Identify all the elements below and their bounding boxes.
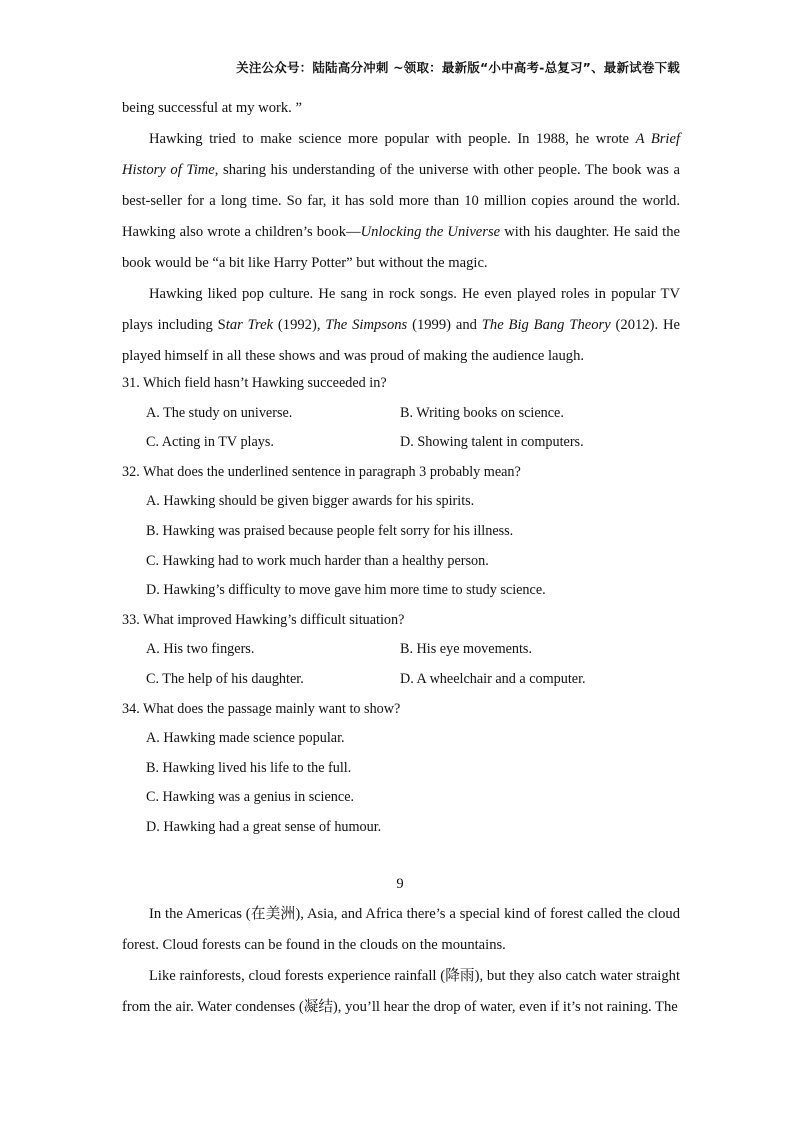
option-c: C. The help of his daughter. xyxy=(146,670,304,687)
option-c: C. Hawking had to work much harder than a healthy person. xyxy=(146,552,489,569)
option-d: D. Hawking had a great sense of humour. xyxy=(146,818,382,835)
question-stem: 32. What does the underlined sentence in paragraph 3 probably mean? xyxy=(122,463,521,480)
option-b: B. Writing books on science. xyxy=(400,404,564,421)
option-a: A. Hawking made science popular. xyxy=(146,730,345,747)
passage-2 xyxy=(122,899,680,1023)
question-stem: 34. What does the passage mainly want to show? xyxy=(122,700,401,717)
paragraph-science-popular: Hawking tried to make science more popular with people. In 1988, he wrote A Brief History of Time, sharing his understanding of the universe with other people. The book was a best-seller for a long time. So far, it has sold more than 10 million copies around the world. Hawking also wrote a children’s book—Unlocking the Universe with his daughter. He said the book would be “a bit like Harry Potter” but without the magic. xyxy=(122,131,680,271)
question-stem: 31. Which field hasn’t Hawking succeeded in? xyxy=(122,375,387,391)
option-d: D. Hawking’s difficulty to move gave him more time to study science. xyxy=(146,582,546,599)
question-stem: 33. What improved Hawking’s difficult situation? xyxy=(122,611,405,628)
question-list xyxy=(122,369,680,843)
option-b: B. Hawking was praised because people felt sorry for his illness. xyxy=(146,522,514,539)
passage-1 xyxy=(122,93,680,372)
book-title: A Brief History of Time xyxy=(122,131,680,178)
option-b: B. His eye movements. xyxy=(400,641,533,658)
option-b: B. Hawking lived his life to the full. xyxy=(146,759,352,776)
option-row xyxy=(122,399,680,429)
paragraph-cloud-forest-rainfall: Like rainforests, cloud forests experience rainfall (降雨), but they also catch water straight from the air. Water condenses (凝结), you’ll hear the drop of water, even if it’s not raining. The xyxy=(122,968,680,1015)
paragraph-continuation: being successful at my work. ” xyxy=(122,100,302,116)
paragraph-pop-culture: Hawking liked pop culture. He sang in rock songs. He even played roles in popular TV plays including Star Trek (1992), The Simpsons (1999) and The Big Bang Theory (2012). He played himself in all these shows and was proud of making the audience laugh. xyxy=(122,286,680,364)
option-a: A. Hawking should be given bigger awards for his spirits. xyxy=(146,493,475,510)
page-header: 关注公众号：陆陆高分冲刺 ~领取：最新版“小中高考-总复习”、最新试卷下载 xyxy=(236,60,680,75)
option-a: A. The study on universe. xyxy=(146,404,293,421)
paragraph-cloud-forest-intro: In the Americas (在美洲), Asia, and Africa there’s a special kind of forest called the cloud forest. Cloud forests can be found in the clouds on the mountains. xyxy=(122,906,680,953)
option-row xyxy=(122,635,680,665)
option-a: A. His two fingers. xyxy=(146,641,255,658)
option-c: C. Hawking was a genius in science. xyxy=(146,789,355,806)
show-title: The Big Bang Theory xyxy=(481,317,611,333)
section-number: 9 xyxy=(396,876,404,892)
option-d: D. A wheelchair and a computer. xyxy=(400,670,586,687)
option-d: D. Showing talent in computers. xyxy=(400,434,584,451)
option-row xyxy=(122,428,680,458)
option-c: C. Acting in TV plays. xyxy=(146,434,274,451)
show-title: The Simpsons xyxy=(325,317,408,333)
show-title: tar Trek xyxy=(225,317,274,333)
book-title: Unlocking the Universe xyxy=(360,224,501,240)
option-row xyxy=(122,665,680,695)
